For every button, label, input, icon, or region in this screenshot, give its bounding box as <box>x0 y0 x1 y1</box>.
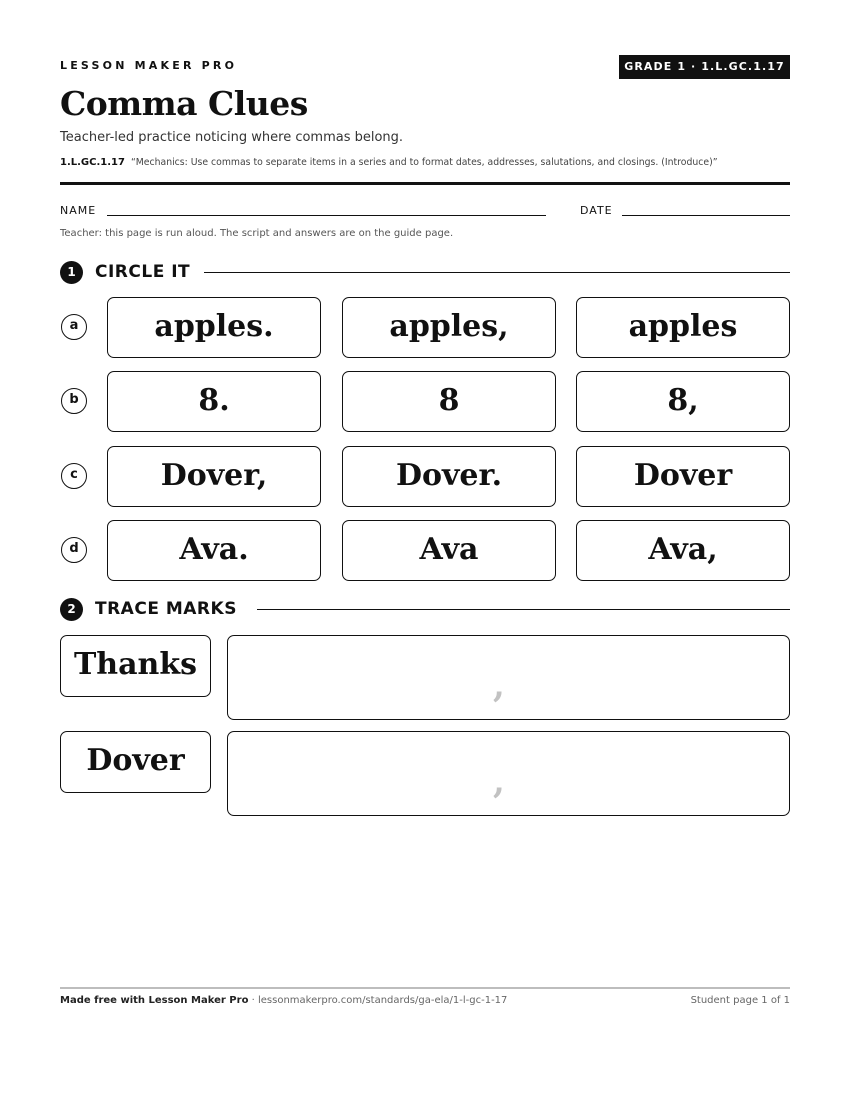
trace-comma-mark: , <box>493 666 505 706</box>
choice-b-3[interactable]: 8, <box>576 371 790 432</box>
row-letter-a: a <box>61 314 87 340</box>
choice-c-1[interactable]: Dover, <box>107 446 321 507</box>
brand-name: LESSON MAKER PRO <box>60 59 238 72</box>
header-divider <box>60 182 790 185</box>
choice-b-1[interactable]: 8. <box>107 371 321 432</box>
choice-a-3[interactable]: apples <box>576 297 790 358</box>
date-label: DATE <box>580 204 613 217</box>
name-field[interactable] <box>107 215 546 216</box>
row-letter-d: d <box>61 537 87 563</box>
date-field[interactable] <box>622 215 790 216</box>
trace-area-1[interactable] <box>227 635 790 720</box>
row-letter-c: c <box>61 463 87 489</box>
section-number-badge: 1 <box>60 261 83 284</box>
teacher-note: Teacher: this page is run aloud. The script and answers are on the guide page. <box>60 228 454 239</box>
standard-code: 1.L.GC.1.17 <box>60 157 125 168</box>
footer-url[interactable]: lessonmakerpro.com/standards/ga-ela/1-l-gc-1-17 <box>257 995 508 1006</box>
footer-credit <box>60 995 507 1006</box>
choice-d-2[interactable]: Ava <box>342 520 556 581</box>
footer-page-label: Student page 1 of 1 <box>690 995 790 1006</box>
page-subtitle: Teacher-led practice noticing where commas belong. <box>60 130 404 145</box>
section-trace-marks-header <box>60 597 790 621</box>
trace-comma-mark: , <box>493 762 505 802</box>
choice-a-2[interactable]: apples, <box>342 297 556 358</box>
row-letter-b: b <box>61 388 87 414</box>
standard-line <box>60 157 718 168</box>
choice-b-2[interactable]: 8 <box>342 371 556 432</box>
grade-badge: GRADE 1 · 1.L.GC.1.17 <box>619 55 790 79</box>
choice-c-3[interactable]: Dover <box>576 446 790 507</box>
trace-area-2[interactable] <box>227 731 790 816</box>
choice-a-1[interactable]: apples. <box>107 297 321 358</box>
page-title: Comma Clues <box>60 84 308 123</box>
trace-word-2: Dover <box>60 731 211 793</box>
standard-text: “Mechanics: Use commas to separate items in a series and to format dates, addresses, salutations, and closings. (Introduce)” <box>130 157 718 168</box>
choice-c-2[interactable]: Dover. <box>342 446 556 507</box>
footer-made-with: Made free with Lesson Maker Pro <box>60 995 249 1006</box>
section-rule <box>257 609 790 610</box>
section-title: TRACE MARKS <box>95 599 237 619</box>
section-rule <box>204 272 790 273</box>
name-label: NAME <box>60 204 97 217</box>
footer-divider <box>60 987 790 989</box>
section-number-badge: 2 <box>60 598 83 621</box>
section-title: CIRCLE IT <box>95 262 191 282</box>
trace-word-1: Thanks <box>60 635 211 697</box>
choice-d-3[interactable]: Ava, <box>576 520 790 581</box>
footer-separator: · <box>248 995 258 1006</box>
section-circle-it-header <box>60 260 790 284</box>
choice-d-1[interactable]: Ava. <box>107 520 321 581</box>
